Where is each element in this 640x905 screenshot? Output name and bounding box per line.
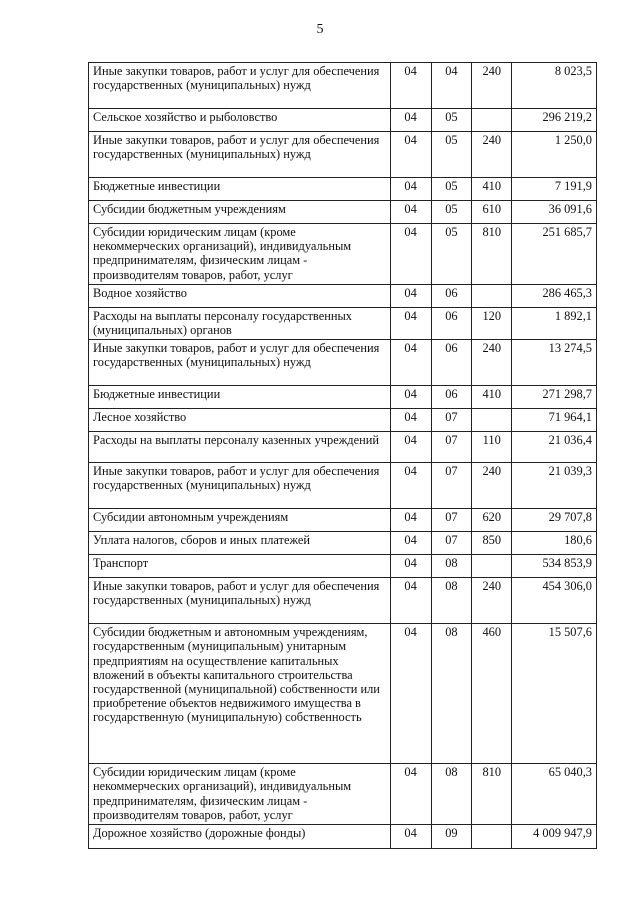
row-section-cell: 04 <box>390 624 431 764</box>
row-amount-cell: 286 465,3 <box>512 284 597 307</box>
row-section-cell: 04 <box>390 284 431 307</box>
table-row <box>89 555 597 578</box>
row-amount-cell: 8 023,5 <box>512 63 597 109</box>
row-expense-type-cell: 120 <box>472 307 512 339</box>
row-amount-cell: 71 964,1 <box>512 409 597 432</box>
row-section-cell: 04 <box>390 340 431 386</box>
row-amount-cell: 1 250,0 <box>512 132 597 178</box>
table-row <box>89 509 597 532</box>
row-name-cell: Бюджетные инвестиции <box>89 178 391 201</box>
row-subsection-cell: 07 <box>431 463 472 509</box>
table-row <box>89 432 597 463</box>
row-section-cell: 04 <box>390 578 431 624</box>
row-amount-cell: 21 036,4 <box>512 432 597 463</box>
row-section-cell: 04 <box>390 409 431 432</box>
row-amount-cell: 36 091,6 <box>512 201 597 224</box>
row-section-cell: 04 <box>390 307 431 339</box>
row-amount-cell: 29 707,8 <box>512 509 597 532</box>
row-expense-type-cell: 460 <box>472 624 512 764</box>
table-row <box>89 624 597 764</box>
row-subsection-cell: 09 <box>431 825 472 849</box>
row-subsection-cell: 07 <box>431 532 472 555</box>
row-amount-cell: 180,6 <box>512 532 597 555</box>
row-expense-type-cell: 610 <box>472 201 512 224</box>
row-name-cell: Субсидии юридическим лицам (кроме некоммерческих организаций), индивидуальным предпринимателям, физическим лицам - производителям товаров, работ, услуг <box>89 224 391 285</box>
table-row <box>89 63 597 109</box>
row-expense-type-cell: 240 <box>472 463 512 509</box>
row-expense-type-cell <box>472 284 512 307</box>
table-row <box>89 307 597 339</box>
row-name-cell: Иные закупки товаров, работ и услуг для обеспечения государственных (муниципальных) нужд <box>89 63 391 109</box>
row-subsection-cell: 05 <box>431 178 472 201</box>
row-section-cell: 04 <box>390 532 431 555</box>
table-row <box>89 132 597 178</box>
row-subsection-cell: 07 <box>431 509 472 532</box>
row-subsection-cell: 06 <box>431 307 472 339</box>
row-name-cell: Водное хозяйство <box>89 284 391 307</box>
row-section-cell: 04 <box>390 132 431 178</box>
row-section-cell: 04 <box>390 63 431 109</box>
row-subsection-cell: 08 <box>431 764 472 825</box>
table-row <box>89 340 597 386</box>
row-section-cell: 04 <box>390 555 431 578</box>
row-name-cell: Сельское хозяйство и рыболовство <box>89 109 391 132</box>
row-expense-type-cell <box>472 409 512 432</box>
row-subsection-cell: 08 <box>431 555 472 578</box>
row-amount-cell: 271 298,7 <box>512 386 597 409</box>
row-amount-cell: 454 306,0 <box>512 578 597 624</box>
row-subsection-cell: 05 <box>431 109 472 132</box>
row-amount-cell: 7 191,9 <box>512 178 597 201</box>
row-expense-type-cell: 810 <box>472 224 512 285</box>
row-expense-type-cell <box>472 109 512 132</box>
row-expense-type-cell: 850 <box>472 532 512 555</box>
table-row <box>89 825 597 849</box>
row-amount-cell: 251 685,7 <box>512 224 597 285</box>
row-expense-type-cell <box>472 825 512 849</box>
row-name-cell: Расходы на выплаты персоналу казенных учреждений <box>89 432 391 463</box>
row-subsection-cell: 05 <box>431 132 472 178</box>
table-row <box>89 201 597 224</box>
row-subsection-cell: 06 <box>431 386 472 409</box>
row-expense-type-cell: 240 <box>472 340 512 386</box>
row-name-cell: Дорожное хозяйство (дорожные фонды) <box>89 825 391 849</box>
row-name-cell: Бюджетные инвестиции <box>89 386 391 409</box>
row-subsection-cell: 05 <box>431 201 472 224</box>
row-amount-cell: 4 009 947,9 <box>512 825 597 849</box>
row-name-cell: Расходы на выплаты персоналу государственных (муниципальных) органов <box>89 307 391 339</box>
row-subsection-cell: 07 <box>431 409 472 432</box>
row-subsection-cell: 07 <box>431 432 472 463</box>
table-row <box>89 532 597 555</box>
row-section-cell: 04 <box>390 178 431 201</box>
table-row <box>89 386 597 409</box>
row-expense-type-cell: 810 <box>472 764 512 825</box>
budget-table <box>88 62 597 849</box>
row-section-cell: 04 <box>390 509 431 532</box>
row-name-cell: Лесное хозяйство <box>89 409 391 432</box>
table-row <box>89 284 597 307</box>
row-section-cell: 04 <box>390 109 431 132</box>
row-name-cell: Транспорт <box>89 555 391 578</box>
row-expense-type-cell: 240 <box>472 63 512 109</box>
table-row <box>89 578 597 624</box>
row-subsection-cell: 08 <box>431 578 472 624</box>
row-expense-type-cell: 410 <box>472 386 512 409</box>
row-subsection-cell: 04 <box>431 63 472 109</box>
row-name-cell: Субсидии бюджетным и автономным учреждениям, государственным (муниципальным) унитарным предприятиям на осуществление капитальных вложений в объекты капитального строительства государственной (муниципальной) собственности или приобретение объектов недвижимого имущества в государственную (муниципальную) собственность <box>89 624 391 764</box>
budget-table-body <box>89 63 597 849</box>
row-amount-cell: 21 039,3 <box>512 463 597 509</box>
page-number: 5 <box>316 22 324 37</box>
row-name-cell: Субсидии автономным учреждениям <box>89 509 391 532</box>
row-section-cell: 04 <box>390 764 431 825</box>
table-row <box>89 463 597 509</box>
row-name-cell: Иные закупки товаров, работ и услуг для обеспечения государственных (муниципальных) нужд <box>89 578 391 624</box>
row-section-cell: 04 <box>390 825 431 849</box>
row-name-cell: Иные закупки товаров, работ и услуг для обеспечения государственных (муниципальных) нужд <box>89 463 391 509</box>
table-row <box>89 224 597 285</box>
row-section-cell: 04 <box>390 224 431 285</box>
table-row <box>89 109 597 132</box>
row-expense-type-cell: 240 <box>472 578 512 624</box>
row-subsection-cell: 05 <box>431 224 472 285</box>
row-subsection-cell: 08 <box>431 624 472 764</box>
row-amount-cell: 296 219,2 <box>512 109 597 132</box>
table-row <box>89 409 597 432</box>
row-expense-type-cell: 240 <box>472 132 512 178</box>
row-section-cell: 04 <box>390 432 431 463</box>
row-amount-cell: 13 274,5 <box>512 340 597 386</box>
row-section-cell: 04 <box>390 201 431 224</box>
row-section-cell: 04 <box>390 386 431 409</box>
row-subsection-cell: 06 <box>431 340 472 386</box>
row-subsection-cell: 06 <box>431 284 472 307</box>
row-name-cell: Уплата налогов, сборов и иных платежей <box>89 532 391 555</box>
table-row <box>89 178 597 201</box>
row-expense-type-cell: 110 <box>472 432 512 463</box>
row-expense-type-cell <box>472 555 512 578</box>
row-expense-type-cell: 620 <box>472 509 512 532</box>
row-amount-cell: 65 040,3 <box>512 764 597 825</box>
row-amount-cell: 1 892,1 <box>512 307 597 339</box>
row-amount-cell: 534 853,9 <box>512 555 597 578</box>
row-section-cell: 04 <box>390 463 431 509</box>
row-amount-cell: 15 507,6 <box>512 624 597 764</box>
table-row <box>89 764 597 825</box>
row-name-cell: Иные закупки товаров, работ и услуг для обеспечения государственных (муниципальных) нужд <box>89 132 391 178</box>
row-name-cell: Иные закупки товаров, работ и услуг для обеспечения государственных (муниципальных) нужд <box>89 340 391 386</box>
row-expense-type-cell: 410 <box>472 178 512 201</box>
row-name-cell: Субсидии бюджетным учреждениям <box>89 201 391 224</box>
row-name-cell: Субсидии юридическим лицам (кроме некоммерческих организаций), индивидуальным предпринимателям, физическим лицам - производителям товаров, работ, услуг <box>89 764 391 825</box>
